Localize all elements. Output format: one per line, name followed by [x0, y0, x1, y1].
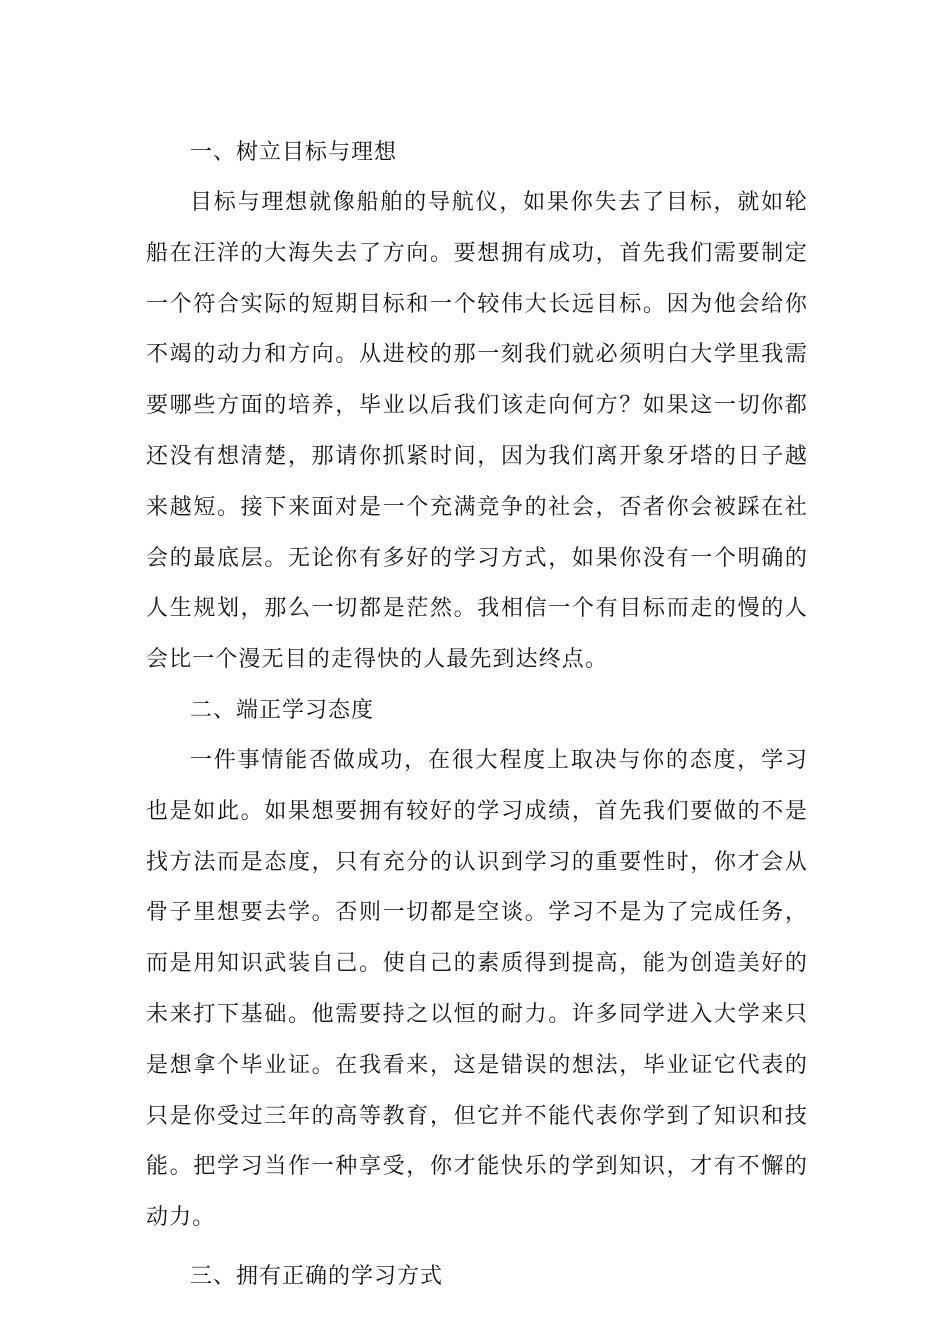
- section-paragraph-1: 目标与理想就像船舶的导航仪，如果你失去了目标，就如轮船在汪洋的大海失去了方向。要想拥有成功，首先我们需要制定一个符合实际的短期目标和一个较伟大长远目标。因为他会给你不竭的动力和方向。从进校的那一刻我们就必须明白大学里我需要哪些方面的培养，毕业以后我们该走向何方？如果这一切你都还没有想清楚，那请你抓紧时间，因为我们离开象牙塔的日子越来越短。接下来面对是一个充满竞争的社会，否者你会被踩在社会的最底层。无论你有多好的学习方式，如果你没有一个明确的人生规划，那么一切都是茫然。我相信一个有目标而走的慢的人会比一个漫无目的走得快的人最先到达终点。: [146, 190, 808, 673]
- document-body: [146, 128, 808, 1302]
- section-paragraph-2: 一件事情能否做成功，在很大程度上取决与你的态度，学习也是如此。如果想要拥有较好的学习成绩，首先我们要做的不是找方法而是态度，只有充分的认识到学习的重要性时，你才会从骨子里想要去学。否则一切都是空谈。学习不是为了完成任务，而是用知识武装自己。使自己的素质得到提高，能为创造美好的未来打下基础。他需要持之以恒的耐力。许多同学进入大学来只是想拿个毕业证。在我看来，这是错误的想法，毕业证它代表的只是你受过三年的高等教育，但它并不能代表你学到了知识和技能。把学习当作一种享受，你才能快乐的学到知识，才有不懈的动力。: [146, 747, 808, 1231]
- section-heading-2: 二、端正学习态度: [190, 697, 375, 723]
- section-spacer: [146, 1244, 808, 1252]
- section-heading-3: 三、拥有正确的学习方式: [190, 1263, 444, 1289]
- section-heading-1: 一、树立目标与理想: [190, 140, 398, 165]
